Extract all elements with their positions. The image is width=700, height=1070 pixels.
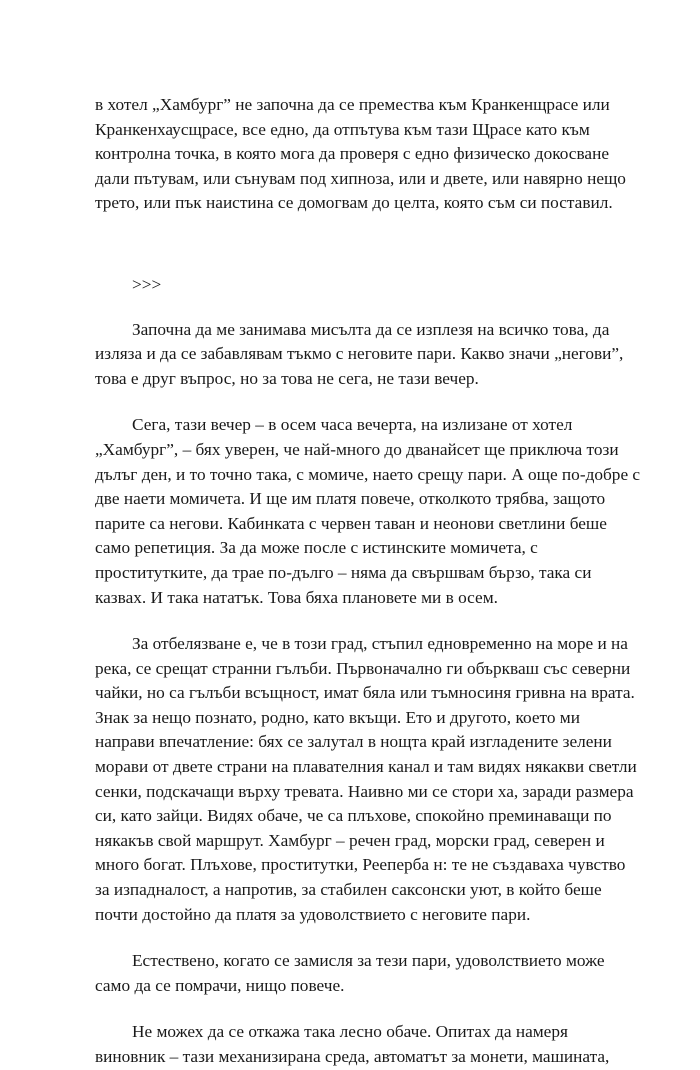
document-page bbox=[95, 93, 641, 1070]
text-line: това е друг въпрос, но за това не сега, не тази вечер. bbox=[95, 368, 479, 388]
text-line: почти достойно да платя за удоволствието с неговите пари. bbox=[95, 904, 531, 924]
text-line: чайки, но са гълъби всъщност, имат бяла или тъмносиня гривна на врата. bbox=[95, 683, 635, 703]
paragraph-2 bbox=[95, 318, 635, 392]
text-line: много богат. Плъхове, проститутки, Рееперба н: те не създаваха чувство bbox=[95, 855, 626, 875]
text-line: Не можех да се откажа така лесно обаче. Опитах да намеря bbox=[132, 1022, 568, 1042]
paragraph-1 bbox=[95, 93, 635, 216]
section-break-marker bbox=[95, 273, 635, 298]
paragraph-3 bbox=[95, 413, 641, 610]
text-line: само да се помрачи, нищо повече. bbox=[95, 975, 345, 995]
text-line: сенки, подскачащи върху тревата. Наивно ми се стори ха, заради размера bbox=[95, 781, 634, 801]
text-line: Знак за нещо познато, родно, като вкъщи. Ето и другото, което ми bbox=[95, 707, 580, 727]
text-line: проститутките, да трае по-дълго – няма да свършвам бързо, така си bbox=[95, 562, 592, 582]
text-line: Започна да ме занимава мисълта да се изплезя на всичко това, да bbox=[132, 319, 610, 339]
text-line: За отбелязване е, че в този град, стъпил едновременно на море и на bbox=[132, 634, 628, 654]
text-line: казвах. И така нататък. Това бяха плановете ми в осем. bbox=[95, 587, 498, 607]
text-line: парите са негови. Кабинката с червен таван и неонови светлини беше bbox=[95, 513, 607, 533]
text-line: за изпадналост, а напротив, за стабилен саксонски уют, в който беше bbox=[95, 880, 602, 900]
text-line: някакъв свой маршрут. Хамбург – речен град, морски град, северен и bbox=[95, 830, 605, 850]
text-line: „Хамбург”, – бях уверен, че най-много до дванайсет ще приключа този bbox=[95, 439, 619, 459]
text-line: си, като зайци. Видях обаче, че са плъхове, спокойно преминаващи по bbox=[95, 806, 612, 826]
text-line: Кранкенхаусщрасе, все едно, да отпътува към тази Щрасе като към bbox=[95, 119, 590, 139]
text-line: трето, или пък наистина се домогвам до целта, която съм си поставил. bbox=[95, 193, 613, 213]
text-line: дали пътувам, или сънувам под хипноза, или и двете, или навярно нещо bbox=[95, 168, 626, 188]
text-line: само репетиция. За да може после с истинските момичета, с bbox=[95, 538, 538, 558]
text-line: в хотел „Хамбург” не започна да се премества към Кранкенщрасе или bbox=[95, 95, 610, 114]
paragraph-5 bbox=[95, 949, 635, 998]
text-line: две наети момичета. И ще им платя повече, отколкото трябва, защото bbox=[95, 489, 606, 509]
paragraph-4 bbox=[95, 632, 635, 927]
text-line: >>> bbox=[132, 274, 162, 294]
text-line: направи впечатление: бях се залутал в нощта край изгладените зелени bbox=[95, 732, 612, 752]
text-line: река, се срещат странни гълъби. Първоначално ги объркваш със северни bbox=[95, 658, 631, 678]
text-line: Сега, тази вечер – в осем часа вечерта, на излизане от хотел bbox=[132, 415, 573, 435]
paragraph-6 bbox=[95, 1020, 635, 1069]
text-line: контролна точка, в която мога да проверя с едно физическо докосване bbox=[95, 144, 609, 164]
text-line: Естествено, когато се замисля за тези пари, удоволствието може bbox=[132, 951, 605, 971]
text-line: изляза и да се забавлявам тъкмо с неговите пари. Какво значи „негови”, bbox=[95, 344, 624, 364]
text-line: морави от двете страни на плавателния канал и там видях някакви светли bbox=[95, 757, 637, 777]
text-line: дълъг ден, и то точно така, с момиче, наето срещу пари. А още по-добре с bbox=[95, 464, 641, 484]
text-line: виновник – тази механизирана среда, автоматът за монети, машината, bbox=[95, 1047, 610, 1066]
